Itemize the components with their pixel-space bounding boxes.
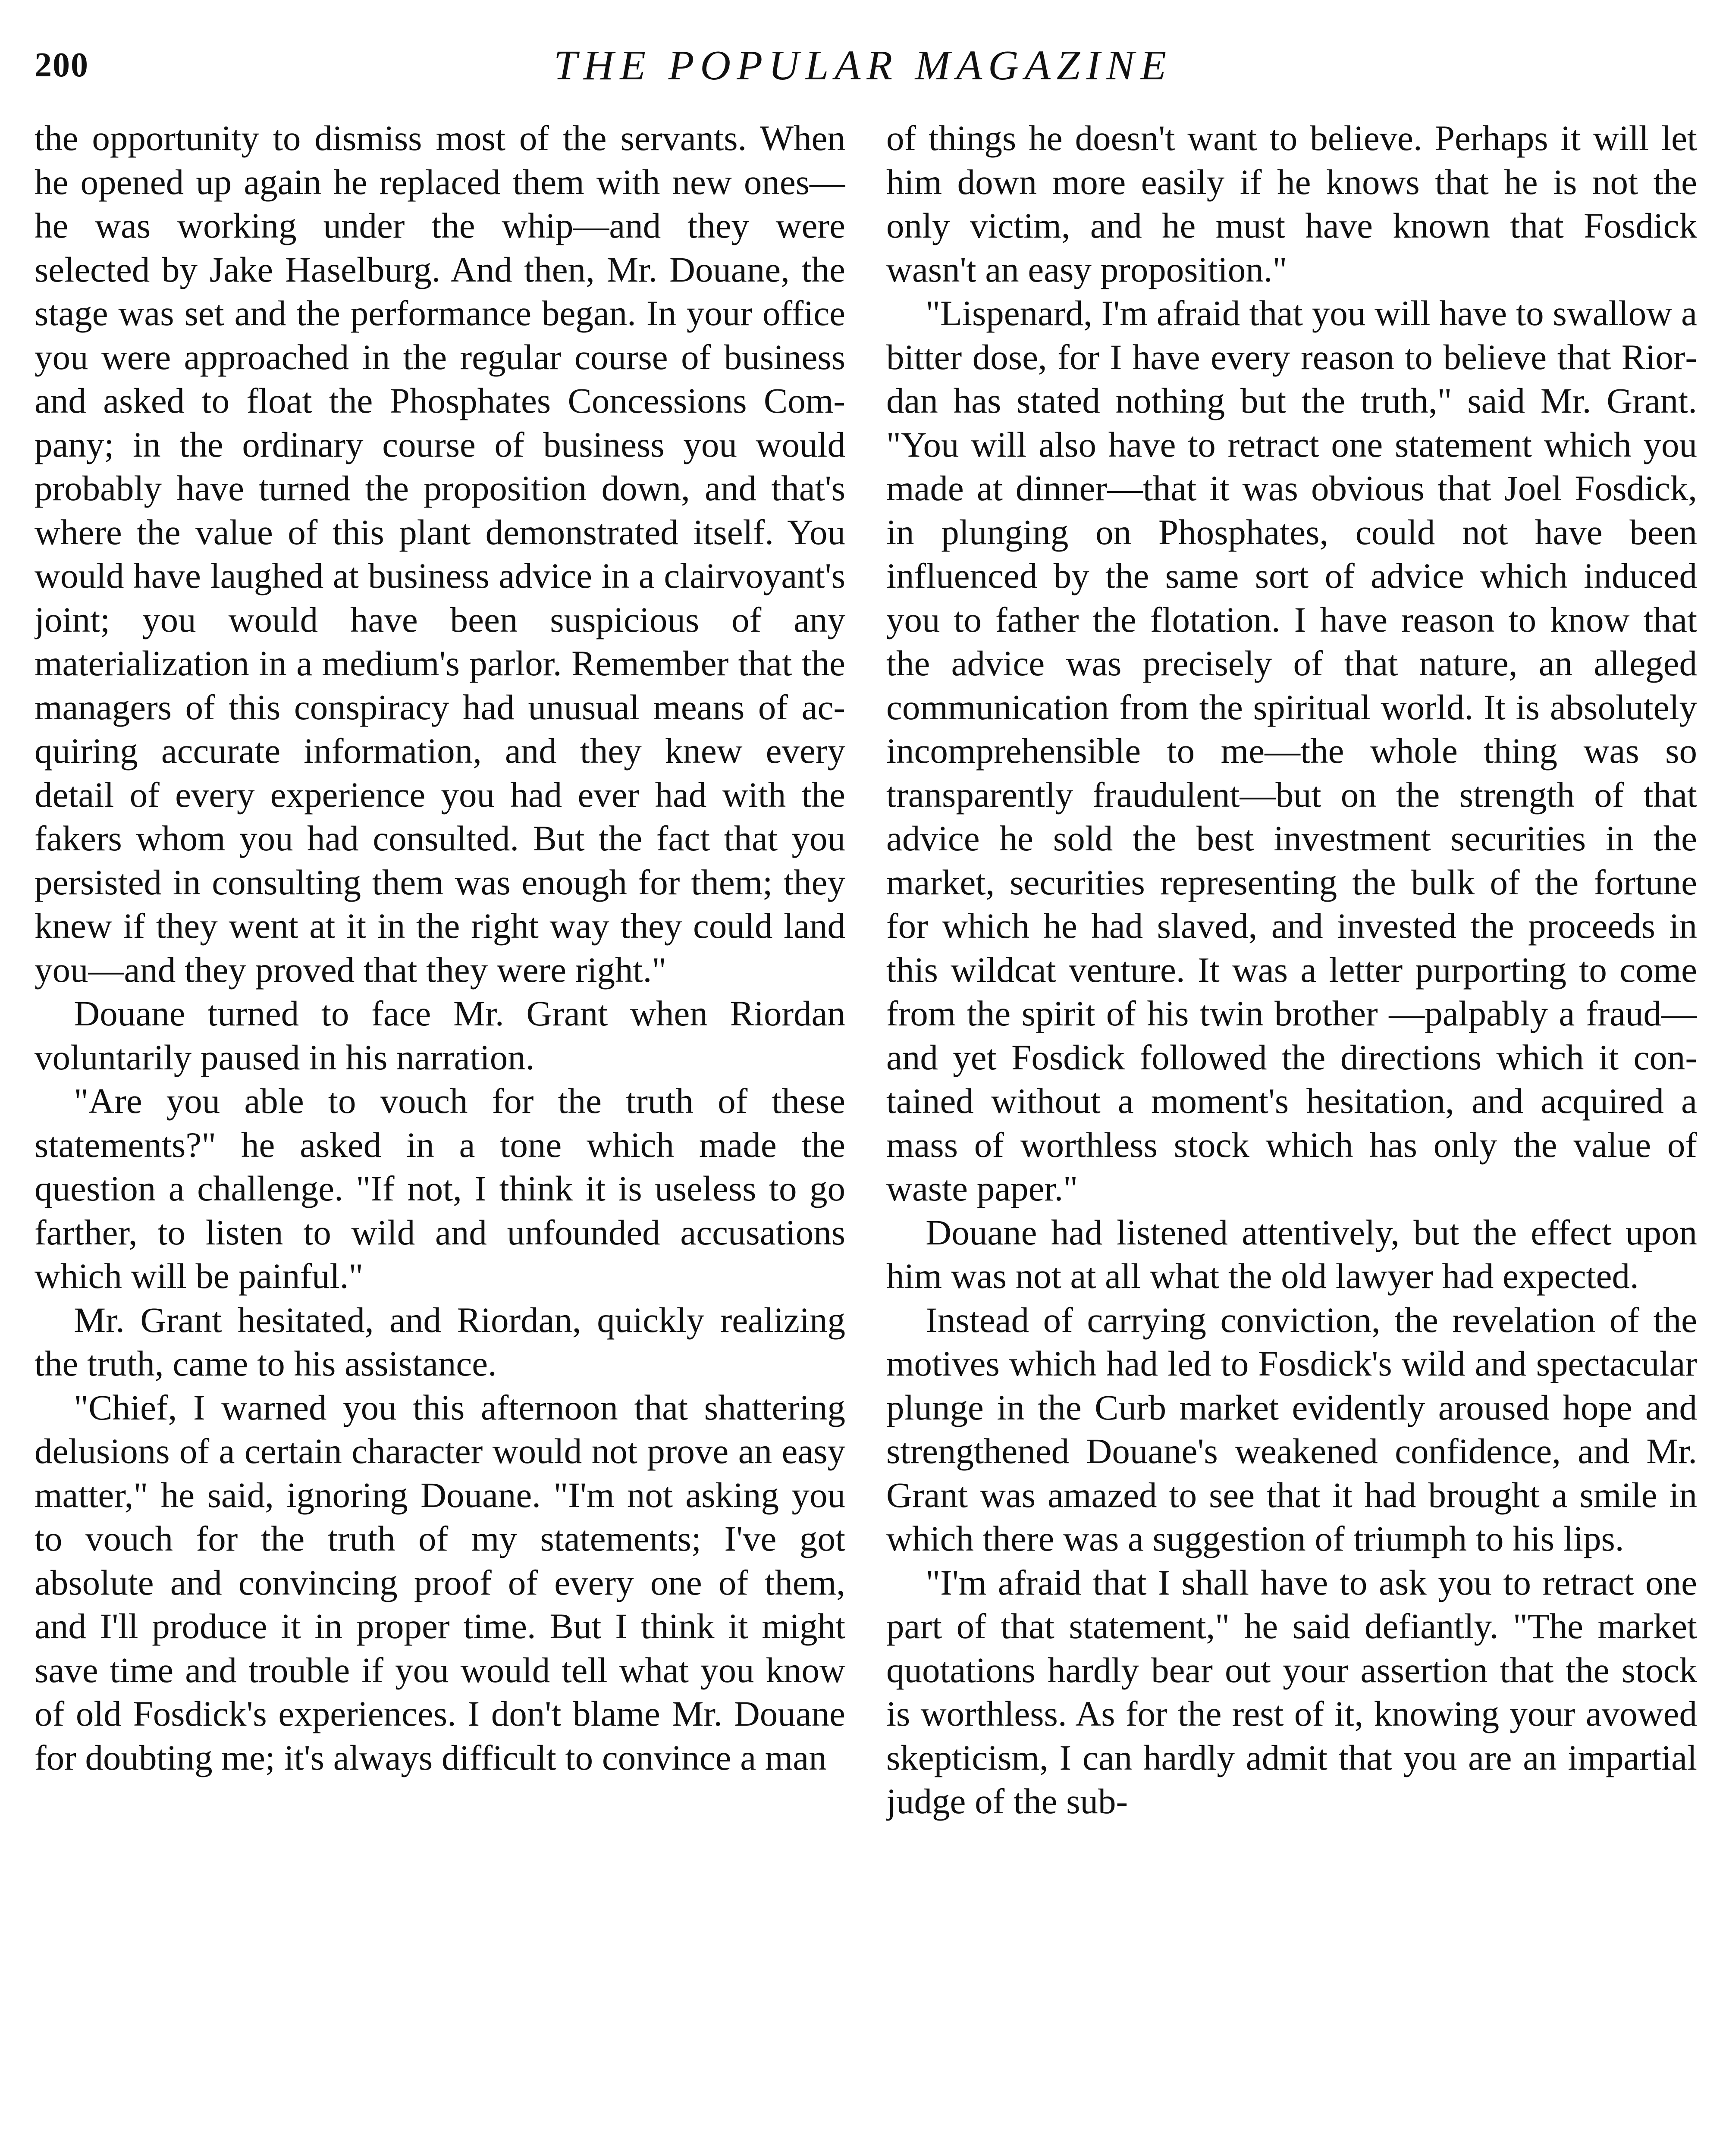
paragraph: "Lispenard, I'm afraid that you will have to swallow a bitter dose, for I have every reason to believe that Riordan has stated nothing but the truth," said Mr. Grant. "You will also have to retract one statement which you made at dinner—that it was obvious that Joel Fosdick, in plunging on Phosphates, could not have been influenced by the same sort of advice which induced you to father the flotation. I have reason to know that the advice was precisely of that nature, an alleged communication from the spiritual world. It is absolutely incomprehensible to me—the whole thing was so transparently fraudulent—but on the strength of that advice he sold the best investment securities in the market, securities representing the bulk of the fortune for which he had slaved, and invested the proceeds in this wildcat venture. It was a letter purporting to come from the spirit of his twin brother —palpably a fraud—and yet Fosdick followed the directions which it contained without a moment's hesitation, and acquired a mass of worthless stock which has only the value of waste paper." (886, 293, 1697, 1208)
paragraph: "Chief, I warned you this afternoon that shattering delusions of a certain character would not prove an easy matter," he said, ignoring Douane. "I'm not asking you to vouch for the truth of my statements; I've got absolute and convincing proof of every one of them, and I'll produce it in proper time. But I think it might save time and trouble if you would tell what you know of old Fosdick's experiences. I don't blame Mr. Douane for doubting me; it's always difficult to convince a man (35, 1387, 845, 1777)
page-number: 200 (35, 46, 89, 84)
right-column (886, 116, 1697, 2156)
paragraph: Douane had listened attentively, but the effect upon him was not at all what the old lawyer had expected. (886, 1212, 1697, 1296)
page-header (35, 41, 1691, 97)
left-column (35, 116, 845, 2156)
paragraph: "Are you able to vouch for the truth of these statements?" he asked in a tone which made the question a challenge. "If not, I think it is useless to go farther, to listen to wild and unfounded accusations which will be painful." (35, 1081, 845, 1296)
paragraph: Douane turned to face Mr. Grant when Riordan voluntarily paused in his narration. (35, 993, 845, 1077)
paragraph: Instead of carrying conviction, the revelation of the motives which had led to Fosdick's wild and spectacular plunge in the Curb market evidently aroused hope and strengthened Douane's weakened confidence, and Mr. Grant was amazed to see that it had brought a smile in which there was a suggestion of triumph to his lips. (886, 1300, 1697, 1558)
paragraph: "I'm afraid that I shall have to ask you to retract one part of that statement," he said defiantly. "The market quotations hardly bear out your assertion that the stock is worthless. As for the rest of it, knowing your avowed skepticism, I can hardly admit that you are an impartial judge of the sub- (886, 1562, 1697, 1821)
paragraph: of things he doesn't want to believe. Perhaps it will let him down more easily if he knows that he is not the only victim, and he must have known that Fosdick wasn't an easy proposition." (886, 118, 1697, 289)
paragraph: Mr. Grant hesitated, and Riordan, quickly realizing the truth, came to his assistance. (35, 1300, 845, 1383)
paragraph: the opportunity to dismiss most of the servants. When he opened up again he replaced them with new ones—he was working under the whip—and they were selected by Jake Haselburg. And then, Mr. Douane, the stage was set and the performance began. In your office you were approached in the regular course of business and asked to float the Phosphates Concessions Company; in the ordinary course of business you would probably have turned the proposition down, and that's where the value of this plant demonstrated itself. You would have laughed at business advice in a clairvoyant's joint; you would have been suspicious of any materialization in a medium's parlor. Remember that the managers of this conspiracy had unusual means of acquiring accurate information, and they knew every detail of every experience you had ever had with the fakers whom you had consulted. But the fact that you persisted in consulting them was enough for them; they knew if they went at it in the right way they could land you—and they proved that they were right." (35, 118, 845, 990)
running-title: THE POPULAR MAGAZINE (553, 42, 1173, 89)
